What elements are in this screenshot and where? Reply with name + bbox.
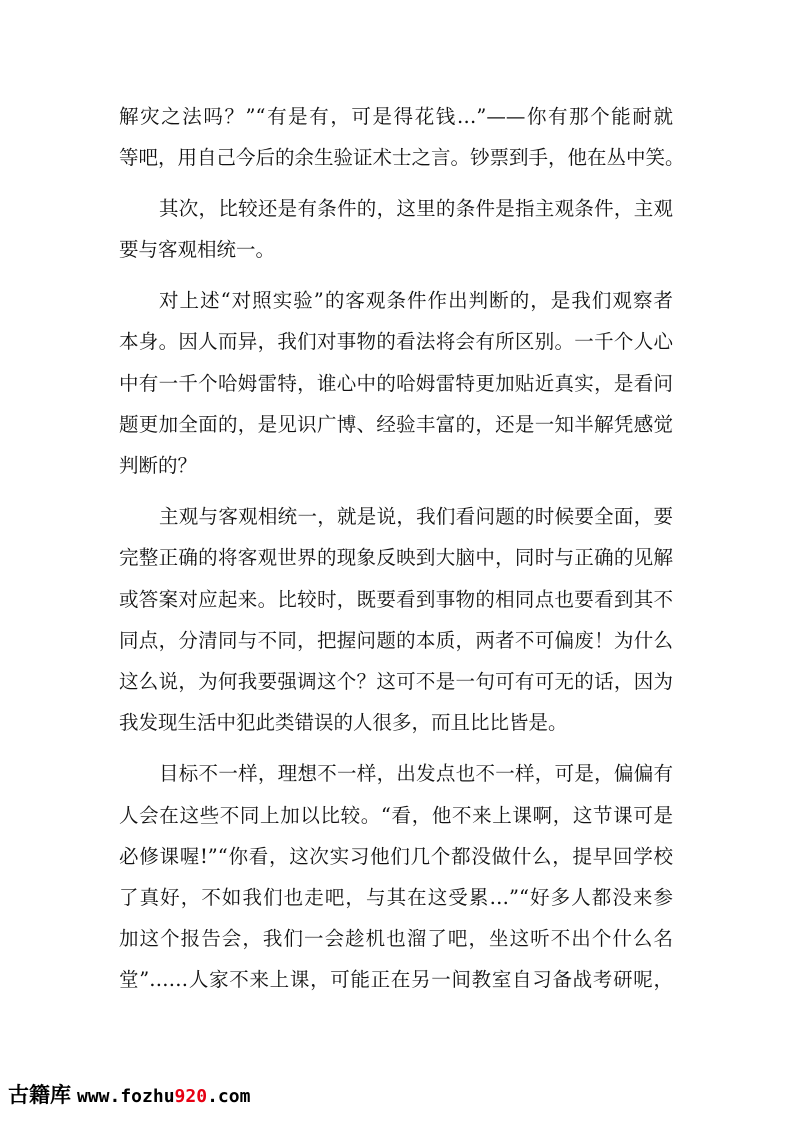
- text-line: 堂”……人家不来上课，可能正在另一间教室自习备战考研呢，: [119, 968, 673, 992]
- text-line: 解灾之法吗？”“有是有，可是得花钱…”——你有那个能耐就: [119, 104, 673, 128]
- text-line: 中有一千个哈姆雷特，谁心中的哈姆雷特更加贴近真实，是看问: [119, 371, 673, 395]
- text-line: 人会在这些不同上加以比较。“看，他不来上课啊，这节课可是: [119, 803, 673, 827]
- text-line: 加这个报告会，我们一会趁机也溜了吧，坐这听不出个什么名: [119, 927, 673, 951]
- text-line: 判断的？: [119, 454, 198, 477]
- text-line: 目标不一样，理想不一样，出发点也不一样，可是，偏偏有: [159, 762, 673, 786]
- text-line: 对上述“对照实验”的客观条件作出判断的，是我们观察者: [159, 289, 673, 313]
- text-line: 我发现生活中犯此类错误的人很多，而且比比皆是。: [119, 711, 568, 735]
- text-line: 或答案对应起来。比较时，既要看到事物的相同点也要看到其不: [119, 587, 673, 611]
- footer-url-number: 920: [174, 1086, 208, 1107]
- paragraph-1: [119, 96, 685, 178]
- footer-url-prefix: www.fozhu: [77, 1086, 175, 1107]
- text-line: 了真好，不如我们也走吧，与其在这受累…”“好多人都没来参: [119, 885, 673, 909]
- text-line: 等吧，用自己今后的余生验证术士之言。钞票到手，他在丛中笑。: [119, 145, 685, 169]
- document-body: [119, 96, 685, 1001]
- paragraph-2: [119, 188, 673, 270]
- text-line: 同点，分清同与不同，把握问题的本质，两者不可偏废！为什么: [119, 628, 673, 652]
- text-line: 主观与客观相统一，就是说，我们看问题的时候要全面，要: [159, 505, 673, 529]
- paragraph-5: [119, 753, 673, 1000]
- footer-site-name: 古籍库: [8, 1083, 71, 1107]
- footer-watermark: [8, 1081, 250, 1109]
- text-line: 要与客观相统一。: [119, 238, 276, 262]
- text-line: 其次，比较还是有条件的，这里的条件是指主观条件，主观: [159, 196, 673, 220]
- paragraph-4: [119, 496, 673, 743]
- text-line: 本身。因人而异，我们对事物的看法将会有所区别。一千个人心: [119, 330, 673, 354]
- footer-url: [77, 1086, 250, 1107]
- text-line: 完整正确的将客观世界的现象反映到大脑中，同时与正确的见解: [119, 546, 673, 570]
- paragraph-3: [119, 280, 673, 486]
- text-line: 题更加全面的，是见识广博、经验丰富的，还是一知半解凭感觉: [119, 412, 673, 436]
- footer-url-suffix: .com: [207, 1086, 251, 1107]
- text-line: 这么说，为何我要强调这个？这可不是一句可有可无的话，因为: [119, 669, 673, 693]
- text-line: 必修课喔!”“你看，这次实习他们几个都没做什么，提早回学校: [119, 844, 673, 868]
